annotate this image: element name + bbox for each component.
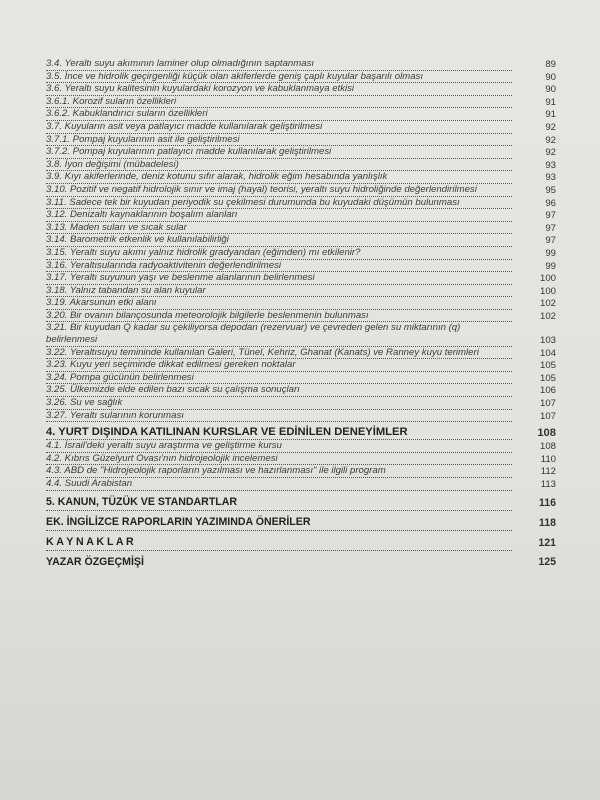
- toc-entry-page: 110: [540, 453, 556, 465]
- toc-major-title: 5. KANUN, TÜZÜK VE STANDARTLAR: [46, 495, 512, 511]
- toc-entry: [46, 440, 556, 453]
- toc-entry: [46, 478, 556, 491]
- toc-entry: [46, 121, 556, 134]
- toc-entry-page: 95: [545, 184, 556, 196]
- toc-entry-page: 97: [545, 210, 556, 222]
- toc-entry-title: 3.6.2. Kabuklandırıcı suların özellikleri: [46, 108, 512, 121]
- toc-section-heading: [46, 425, 556, 440]
- toc-entry-title: 3.5. İnce ve hidrolik geçirgenliği küçük olan akiferlerde geniş çaplı kuyular başarılı olması: [46, 71, 512, 84]
- toc-entry-title: 3.18. Yalnız tabandan su alan kuyular: [46, 285, 512, 298]
- toc-entry-title: 3.12. Denizaltı kaynaklarının boşalım alanları: [46, 209, 512, 222]
- toc-entry-page: 96: [545, 197, 556, 209]
- toc-entry: [46, 260, 556, 273]
- toc-entry-page: 92: [545, 147, 556, 159]
- toc-section-page: 108: [537, 427, 556, 440]
- toc-entry-title: 3.6. Yeraltı suyu kalitesinin kuyulardaki korozyon ve kabuklanmaya etkisi: [46, 83, 512, 96]
- toc-entry: [46, 234, 556, 247]
- toc-entry-page: 97: [545, 222, 556, 234]
- toc-entry-page: 105: [539, 360, 556, 372]
- toc-entry-page: 102: [539, 310, 556, 322]
- toc-entry-title: 3.8. İyon değişimi (mübadelesi): [46, 159, 512, 172]
- toc-entry-title: 3.25. Ülkemizde elde edilen bazı sıcak su çalışma sonuçları: [46, 384, 512, 397]
- toc-major-heading: [46, 535, 556, 551]
- toc-entry: [46, 209, 556, 222]
- toc-entry: [46, 359, 556, 372]
- toc-entry-page: 99: [545, 247, 556, 259]
- toc-major-page: 116: [538, 496, 556, 509]
- toc-major-title: K A Y N A K L A R: [46, 535, 512, 551]
- toc-entry-page: 100: [539, 285, 556, 297]
- toc-entry-page: 100: [539, 273, 556, 285]
- toc-entry-page: 92: [545, 134, 556, 146]
- toc-entry-page: 92: [545, 121, 556, 133]
- toc-entry-page: 97: [545, 235, 556, 247]
- toc-entry-page: 91: [545, 109, 556, 121]
- toc-entry-title: 3.26. Su ve sağlık: [46, 397, 512, 410]
- toc-entry-title: 3.14. Barometrik etkenlik ve kullanılabilirliği: [46, 234, 512, 247]
- toc-entry: [46, 247, 556, 260]
- toc-entry: [46, 108, 556, 121]
- toc-entry-title: 3.9. Kıyı akiferlerinde, deniz kotunu sıfır alarak, hidrolik eğim hesabında yanlışlık: [46, 171, 512, 184]
- toc-entry-title: 3.13. Maden suları ve sıcak sular: [46, 222, 512, 235]
- toc-entry-page: 89: [545, 59, 556, 70]
- toc-entry: [46, 171, 556, 184]
- toc-entry: [46, 83, 556, 96]
- toc-entry-page: 93: [545, 172, 556, 184]
- toc-entry-title: 3.11. Sadece tek bir kuyudan periyodik su çekilmesi durumunda bu kuyudaki düşümün bulunması: [46, 197, 512, 210]
- toc-major-title: YAZAR ÖZGEÇMİŞİ: [46, 555, 144, 568]
- toc-section-title: 4. YURT DIŞINDA KATILINAN KURSLAR VE EDİNİLEN DENEYİMLER: [46, 425, 512, 440]
- toc-major-title: EK. İNGİLİZCE RAPORLARIN YAZIMINDA ÖNERİLER: [46, 515, 512, 531]
- toc-entry-title: 4.1. İsrail'deki yeraltı suyu araştırma ve geliştirme kursu: [46, 440, 512, 453]
- toc-entry-title: 4.3. ABD de "Hidrojeolojik raporların yazılması ve hazırlanması" ile ilgili program: [46, 465, 512, 478]
- toc-entry: [46, 347, 556, 360]
- toc-entry-title: 3.7.1. Pompaj kuyularının asit ile geliştirilmesi: [46, 134, 512, 147]
- toc-entry: [46, 272, 556, 285]
- toc-entry-title: 3.10. Pozitif ve negatif hidrolojik sınır ve imaj (hayal) teorisi, yeraltı suyu hidroliğinde değerlendirilmesi: [46, 184, 512, 197]
- toc-entry-page: 113: [540, 479, 556, 490]
- toc-major-heading: [46, 495, 556, 511]
- toc-entry: [46, 453, 556, 466]
- toc-entry-title: 3.7.2. Pompaj kuyularının patlayıcı madde kullanılarak geliştirilmesi: [46, 146, 512, 159]
- toc-entry-page: 112: [540, 466, 556, 478]
- toc-entry: [46, 134, 556, 147]
- toc-entry: [46, 159, 556, 172]
- toc-entry-page: 103: [539, 335, 556, 347]
- toc-entry: [46, 146, 556, 159]
- toc-entry-page: 104: [539, 347, 556, 359]
- toc-entry-title: 3.6.1. Korozif suların özellikleri: [46, 96, 512, 109]
- toc-entry-title: 3.23. Kuyu yeri seçiminde dikkat edilmesi gereken noktalar: [46, 359, 512, 372]
- toc-entry-title: 3.7. Kuyuların asit veya patlayıcı madde kullanılarak geliştirilmesi: [46, 121, 512, 134]
- toc-entry: [46, 397, 556, 410]
- toc-major-page: 125: [538, 555, 556, 568]
- toc-major-heading: [46, 555, 556, 570]
- toc-entry-title: 3.21. Bir kuyudan Q kadar su çekiliyorsa depodan (rezervuar) ve çevreden gelen su miktarının (q) belirlenmesi: [46, 322, 512, 346]
- toc-major-heading: [46, 515, 556, 531]
- toc-entry-page: 90: [545, 84, 556, 96]
- toc-entry-page: 107: [539, 410, 556, 422]
- toc-entry-page: 102: [539, 298, 556, 310]
- toc-entry: [46, 197, 556, 210]
- toc-entry: [46, 322, 556, 346]
- toc-entry: [46, 184, 556, 197]
- toc-entry-title: 3.19. Akarsunun etki alanı: [46, 297, 512, 310]
- toc-entry-title: 3.27. Yeraltı sularının korunması: [46, 410, 512, 423]
- toc-entry: [46, 310, 556, 323]
- toc-entry: [46, 71, 556, 84]
- toc-entry: [46, 297, 556, 310]
- toc-entry-title: 3.16. Yeraltısularında radyoaktivitenin değerlendirilmesi: [46, 260, 512, 273]
- toc-entry: [46, 372, 556, 385]
- toc-entry-title: 4.4. Suudi Arabistan: [46, 478, 512, 491]
- toc-entry-title: 3.4. Yeraltı suyu akımının laminer olup olmadığının saptanması: [46, 58, 512, 71]
- toc-entry-page: 91: [545, 96, 556, 108]
- toc-entry: [46, 58, 556, 71]
- toc-entry-page: 106: [539, 385, 556, 397]
- toc-entry-page: 108: [539, 441, 556, 453]
- toc-major-page: 118: [538, 516, 556, 529]
- toc-entry-page: 99: [545, 260, 556, 272]
- toc-entry-title: 3.24. Pompa gücünün belirlenmesi: [46, 372, 512, 385]
- toc-entry: [46, 222, 556, 235]
- toc-entry-page: 90: [545, 71, 556, 83]
- toc-entry-page: 93: [545, 159, 556, 171]
- toc-entry-title: 4.2. Kıbrıs Güzelyurt Ovası'nın hidrojeolojik incelemesi: [46, 453, 512, 466]
- table-of-contents: [46, 58, 556, 570]
- toc-entry-title: 3.20. Bir ovanın bilançosunda meteorolojik bilgilerle beslenmenin bulunması: [46, 310, 512, 323]
- toc-entry-title: 3.15. Yeraltı suyu akımı yalnız hidrolik gradyandan (eğimden) mı etkilenir?: [46, 247, 512, 260]
- toc-entry: [46, 465, 556, 478]
- toc-entry-page: 105: [539, 372, 556, 384]
- toc-entry: [46, 96, 556, 109]
- toc-entry: [46, 285, 556, 298]
- toc-entry-page: 107: [539, 398, 556, 410]
- toc-entry-title: 3.22. Yeraltısuyu temininde kullanılan Galeri, Tünel, Kehriz, Ghanat (Kanats) ve Ranney kuyu terimleri: [46, 347, 512, 360]
- toc-entry-title: 3.17. Yeraltı suyunun yaşı ve beslenme alanlarının belirlenmesi: [46, 272, 512, 285]
- toc-major-page: 121: [538, 536, 556, 549]
- toc-entry: [46, 384, 556, 397]
- toc-entry: [46, 410, 556, 423]
